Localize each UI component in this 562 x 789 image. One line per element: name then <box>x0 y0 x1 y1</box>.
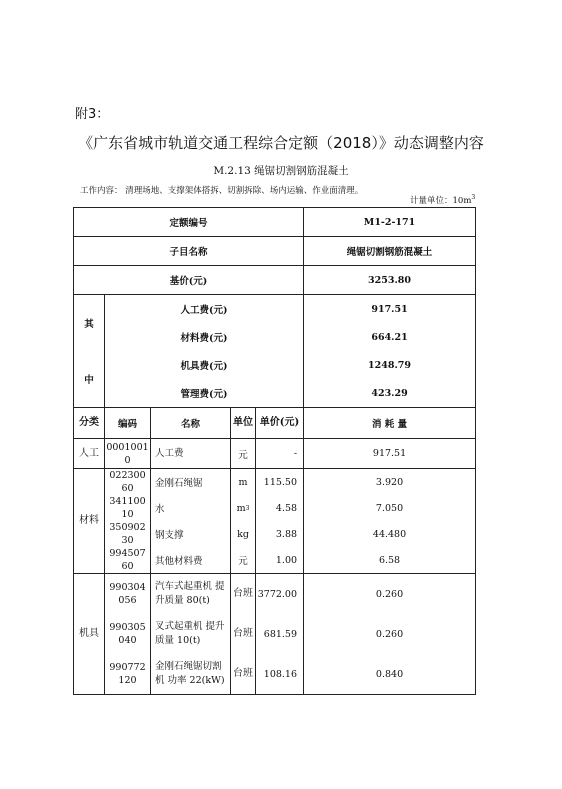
cost-breakdown-row <box>74 295 476 408</box>
work-content: 工作内容： 清理场地、支撑架体搭拆、切割拆除、场内运输、作业面清理。 <box>80 186 364 196</box>
item-name-value: 绳锯切割钢筋混凝土 <box>304 237 476 266</box>
measurement-unit: 计量单位：$10m^3$ <box>410 194 476 206</box>
machine-cost-label: 机具费(元) <box>180 361 228 372</box>
cost-values <box>304 295 476 408</box>
labor-cost-value: 917.51 <box>371 303 408 315</box>
col-code: 编码 <box>105 408 151 439</box>
machine-unit: 台班 <box>233 628 253 639</box>
material-price: 115.50 <box>263 476 298 488</box>
column-header-row <box>74 408 476 439</box>
material-code: 35090230 <box>109 522 146 546</box>
labor-name: 人工费 <box>151 439 231 469</box>
materials-prices <box>256 469 304 574</box>
machine-code: 990772120 <box>109 662 146 686</box>
machine-qty: 0.260 <box>375 588 404 600</box>
machines-names <box>151 574 231 695</box>
machine-name: 金刚石绳锯切割机 功率 22(kW) <box>155 661 225 686</box>
materials-codes <box>105 469 151 574</box>
base-price-label: 基价(元) <box>74 266 304 295</box>
labor-unit: 元 <box>231 439 256 469</box>
machine-qty: 0.260 <box>375 628 404 640</box>
machine-price: 681.59 <box>263 628 298 640</box>
materials-category: 材料 <box>74 469 105 574</box>
material-qty: 3.920 <box>375 476 404 488</box>
quota-code-value: M1-2-171 <box>304 208 476 237</box>
machine-price: 108.16 <box>263 668 298 680</box>
materials-row <box>74 469 476 574</box>
material-unit: m <box>238 476 248 488</box>
machine-unit: 台班 <box>233 588 253 599</box>
material-name: 金刚石绳锯 <box>155 478 203 489</box>
machines-qty <box>304 574 476 695</box>
materials-names <box>151 469 231 574</box>
material-code: 02230060 <box>109 470 146 494</box>
section-title: M.2.13 绳锯切割钢筋混凝土 <box>213 165 349 177</box>
machines-units <box>231 574 256 695</box>
machine-code: 990305040 <box>109 622 146 646</box>
material-price: 3.88 <box>275 528 298 540</box>
machines-row <box>74 574 476 695</box>
machine-unit: 台班 <box>233 668 253 679</box>
among-label: 其 中 <box>74 295 105 408</box>
labor-cost-label: 人工费(元) <box>180 305 228 316</box>
item-name-row <box>74 237 476 266</box>
material-price: 4.58 <box>275 502 298 514</box>
cost-labels <box>105 295 304 408</box>
machine-name: 汽车式起重机 提升质量 80(t) <box>155 581 225 606</box>
material-qty: 7.050 <box>375 502 404 514</box>
machine-qty: 0.840 <box>375 668 404 680</box>
base-price-value: 3253.80 <box>304 266 476 295</box>
col-category: 分类 <box>74 408 105 439</box>
labor-price: - <box>256 439 304 469</box>
material-unit: kg <box>237 528 249 540</box>
machine-price: 3772.00 <box>257 588 298 600</box>
material-cost-value: 664.21 <box>371 331 408 343</box>
machine-code: 990304056 <box>109 582 146 606</box>
machines-category: 机具 <box>74 574 105 695</box>
appendix-label: 附3： <box>75 107 110 122</box>
col-price: 单价(元) <box>256 408 304 439</box>
material-unit: m 3 <box>236 502 250 514</box>
material-qty: 44.480 <box>372 528 407 540</box>
material-qty: 6.58 <box>378 554 401 566</box>
labor-qty: 917.51 <box>304 439 476 469</box>
col-name: 名称 <box>151 408 231 439</box>
material-code: 34110010 <box>109 496 146 520</box>
col-unit: 单位 <box>231 408 256 439</box>
material-cost-label: 材料费(元) <box>180 333 228 344</box>
machines-prices <box>256 574 304 695</box>
material-code: 99450760 <box>109 548 146 572</box>
document-title: 《广东省城市轨道交通工程综合定额（2018）》动态调整内容 <box>78 134 484 152</box>
material-name: 其他材料费 <box>155 556 203 567</box>
labor-category: 人工 <box>74 439 105 469</box>
material-price: 1.00 <box>275 554 298 566</box>
item-name-label: 子目名称 <box>74 237 304 266</box>
machine-cost-value: 1248.79 <box>368 359 412 371</box>
material-name: 水 <box>155 504 165 515</box>
material-unit: 元 <box>238 556 248 567</box>
materials-units <box>231 469 256 574</box>
base-price-row <box>74 266 476 295</box>
material-name: 钢支撑 <box>155 530 184 541</box>
quota-table <box>73 207 476 695</box>
col-consumption: 消 耗 量 <box>304 408 476 439</box>
materials-qty <box>304 469 476 574</box>
management-cost-value: 423.29 <box>371 387 408 399</box>
labor-code: 00010010 <box>105 439 151 469</box>
machines-codes <box>105 574 151 695</box>
quota-code-label: 定额编号 <box>74 208 304 237</box>
labor-row <box>74 439 476 469</box>
machine-name: 叉式起重机 提升质量 10(t) <box>155 621 225 646</box>
management-cost-label: 管理费(元) <box>180 389 228 400</box>
quota-code-row <box>74 208 476 237</box>
